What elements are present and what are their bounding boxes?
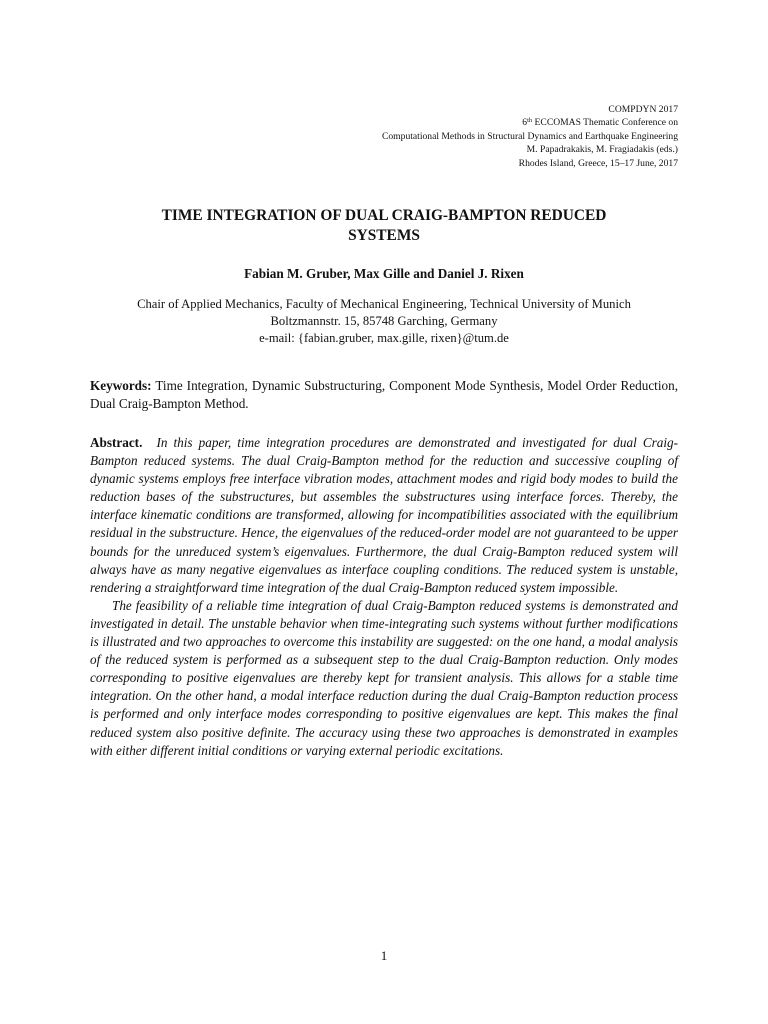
- paper-title-line-2: SYSTEMS: [348, 227, 420, 244]
- conference-location-date: Rhodes Island, Greece, 15–17 June, 2017: [518, 157, 678, 169]
- keywords-text: Time Integration, Dynamic Substructuring, Component Mode Synthesis, Model Order Reduction, Dual Craig-Bampton Method.: [90, 378, 678, 411]
- keywords-label: Keywords:: [90, 378, 152, 393]
- keywords-section: [90, 377, 678, 413]
- conference-topic: Computational Methods in Structural Dynamics and Earthquake Engineering: [381, 130, 678, 142]
- conference-edition: [278, 116, 678, 129]
- paper-authors: Fabian M. Gruber, Max Gille and Daniel J. Rixen: [244, 266, 524, 281]
- abstract-section: [90, 434, 678, 760]
- affiliation-line-2: Boltzmannstr. 15, 85748 Garching, Germany: [270, 314, 498, 328]
- author-affiliation: [90, 296, 678, 347]
- abstract-paragraph-2: The feasibility of a reliable time integration of dual Craig-Bampton reduced systems is demonstrated and investigated in detail. The unstable behavior when time-integrating such systems without further modifications is illustrated and two approaches to overcome this instability are suggested: on the one hand, a modal analysis of the reduced system is performed as a subsequent step to the dual Craig-Bampton reduction. Only modes corresponding to positive eigenvalues are thereby kept for transient analysis. This allows for a stable time integration. On the other hand, a modal interface reduction during the dual Craig-Bampton reduction process is performed and only interface modes corresponding to positive eigenvalues are kept. This makes the final reduced system also positive definite. The accuracy using these two approaches is demonstrated in examples with either different initial conditions or varying external periodic excitations.: [90, 597, 678, 758]
- affiliation-line-1: Chair of Applied Mechanics, Faculty of Mechanical Engineering, Technical University of Munich: [137, 297, 631, 311]
- abstract-paragraph-1: [90, 434, 678, 597]
- conference-editors: M. Papadrakakis, M. Fragiadakis (eds.): [526, 144, 678, 156]
- paper-title: [90, 206, 678, 246]
- edition-rest: ECCOMAS Thematic Conference on: [532, 117, 678, 129]
- paper-title-line-1: TIME INTEGRATION OF DUAL CRAIG-BAMPTON REDUCED: [161, 207, 607, 224]
- abstract-paragraph-1-text: In this paper, time integration procedures are demonstrated and investigated for dual Craig-Bampton reduced systems. The dual Craig-Bampton method for the reduction and successive coupling of dynamic systems employs free interface vibration modes, attachment modes and rigid body modes to build the reduction bases of the substructures, but assembles the substructures using interface forces. Thereby, the interface kinematic conditions are transformed, allowing for incompatibilities associated with the equilibrium residual in the substructure. Hence, the eigenvalues of the reduced-order model are not guaranteed to be upper bounds for the unreduced system’s eigenvalues. Furthermore, the dual Craig-Bampton reduced system will always have as many negative eigenvalues as interface coupling conditions. The reduced system is unstable, rendering a straightforward time integration of the dual Craig-Bampton reduced system impossible.: [90, 435, 678, 595]
- page-number: 1: [380, 948, 388, 963]
- paper-page: [90, 0, 678, 1024]
- affiliation-email: e-mail: {fabian.gruber, max.gille, rixen}@tum.de: [259, 331, 509, 345]
- edition-number: 6: [522, 117, 528, 129]
- conference-header: [278, 103, 678, 170]
- abstract-label: Abstract.: [90, 435, 143, 450]
- conference-name: COMPDYN 2017: [608, 104, 678, 115]
- edition-suffix: th: [527, 117, 533, 125]
